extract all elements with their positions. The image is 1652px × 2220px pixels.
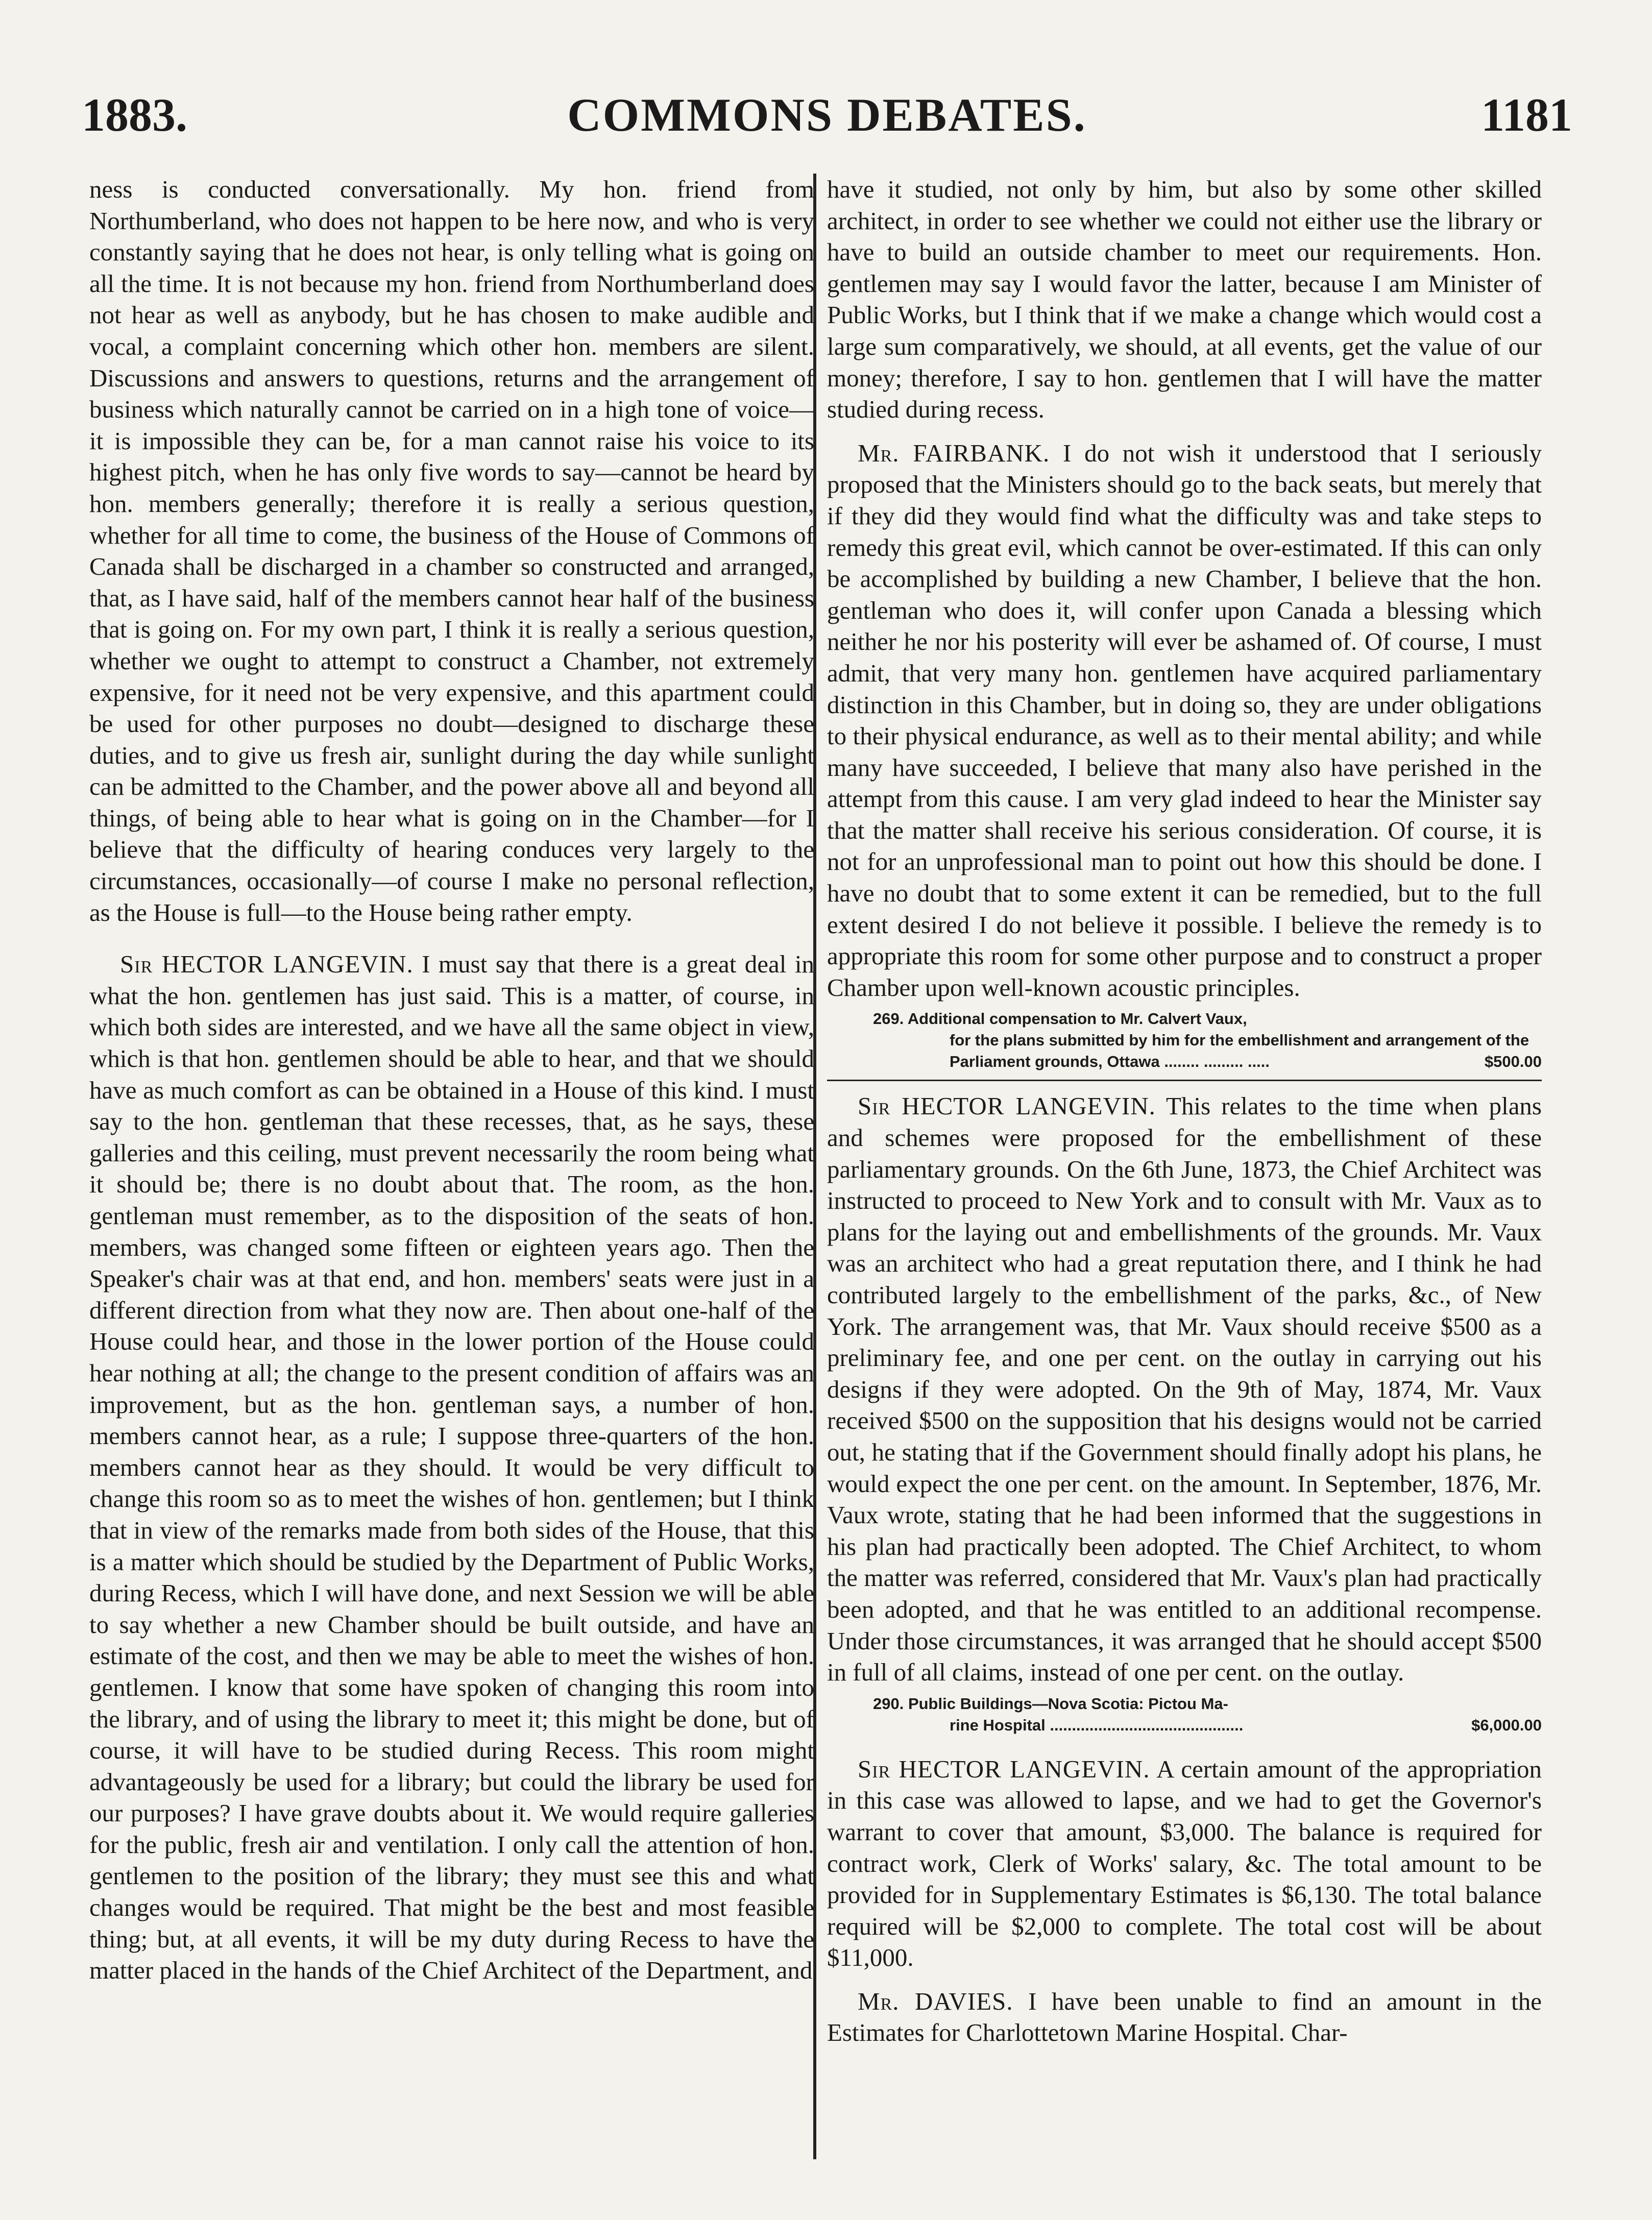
speaker-name: Sir HECTOR LANGEVIN. bbox=[858, 1754, 1150, 1783]
right-column bbox=[827, 174, 1542, 2048]
page-header bbox=[82, 77, 1572, 153]
speaker-name: Sir HECTOR LANGEVIN. bbox=[120, 950, 414, 979]
speaker-name: Sir HECTOR LANGEVIN. bbox=[858, 1092, 1156, 1120]
item-amount: $6,000.00 bbox=[1471, 1716, 1542, 1734]
speech-langevin bbox=[827, 1090, 1542, 1688]
estimate-item-269 bbox=[873, 1008, 1542, 1072]
item-heading: 290. Public Buildings—Nova Scotia: Pictou Ma- bbox=[873, 1694, 1228, 1713]
header-year: 1883. bbox=[82, 89, 187, 141]
left-column bbox=[89, 174, 814, 1986]
speaker-name: Mr. FAIRBANK. bbox=[858, 438, 1050, 467]
header-title: COMMONS DEBATES. bbox=[567, 89, 1087, 141]
speech-text: I must say that there is a great deal in what the hon. gentlemen has just said. This is a matter, of course, in which both sides are interested, and we have all the same object in view, which is that hon. gentlemen should be able to hear, and that we should have as much comfort as can be obtained in a House of this kind. I must say to the hon. gentleman that these recesses, that, as he says, these galleries and this ceiling, must prevent necessarily the room being what it should be; there is no doubt about that. The room, as the hon. gentleman must remember, as to the disposition of the seats of hon. members, was changed some fifteen or eighteen years ago. Then the Speaker's chair was at that end, and hon. members' seats were just in a different direction from what they now are. Then about one-half of the House could hear, and those in the lower portion of the House could hear nothing at all; the change to the present condition of affairs was an improvement, but as the hon. gentleman says, a number of hon. members cannot hear, as a rule; I suppose three-quarters of the hon. members cannot hear as they should. It would be very difficult to change this room so as to meet the wishes of hon. gentlemen; but I think that in view of the remarks made from both sides of the House, that this is a matter which should be studied by the Department of Public Works, during Recess, which I will have done, and next Session we will be able to say whether a new Chamber should be built outside, and have an estimate of the cost, and then we may be able to meet the wishes of hon. gentlemen. I know that some have spoken of changing this room into the library, and of using the library to meet it; this might be done, but of course, it will have to be studied during Recess. This room might advantageously be used for a library; but could the library be used for our purposes? I have grave doubts about it. We would require galleries for the public, fresh air and ventilation. I only call the attention of hon. gentlemen to the position of the library; they must see this and what changes would be required. That might be the best and most feasible thing; but, at all events, it will be my duty during Recess to have the matter placed in the hands of the Chief Architect of the Department, and bbox=[89, 950, 815, 1985]
paragraph: ness is conducted conversationally. My hon. friend from Northumberland, who does not happen to be here now, and who is very constantly saying that he does not hear, is only telling what is going on all the time. It is not because my hon. friend from Northumberland does not hear as well as anybody, but he has chosen to make audible and vocal, a complaint concerning which other hon. members are silent. Discussions and answers to questions, returns and the arrangement of business which naturally cannot be carried on in a high tone of voice—it is impossible they can be, for a man cannot raise his voice to its highest pitch, when he has only five words to say—cannot be heard by hon. members generally; therefore it is really a serious question, whether for all time to come, the business of the House of Commons of Canada shall be discharged in a chamber so constructed and arranged, that, as I have said, half of the members cannot hear half of the business that is going on. For my own part, I think it is really a serious question, whether we ought to attempt to construct a Chamber, not extremely expensive, for it need not be very expensive, and this apartment could be used for other purposes no doubt—designed to discharge these duties, and to give us fresh air, sunlight during the day while sunlight can be admitted to the Chamber, and the power above all and beyond all things, of being able to hear what is going on in the Chamber—for I believe that the difficulty of hearing conduces very largely to the circumstances, occasionally—of course I make no personal reflection, as the House is full—to the House being rather empty. bbox=[89, 175, 814, 926]
estimate-item-290 bbox=[873, 1693, 1542, 1736]
speech-text: I do not wish it understood that I seriously proposed that the Ministers should go to the back seats, but merely that if they did they would find what the difficulty was and take steps to remedy this great evil, which cannot be over-estimated. If this can only be accomplished by building a new Chamber, I believe that the hon. gentleman who does it, will confer upon Canada a blessing which neither he nor his posterity will ever be ashamed of. Of course, I must admit, that very many hon. gentlemen have acquired parliamentary distinction in this Chamber, but in doing so, they are under obligations to their physical endurance, as well as to their mental ability; and while many have succeeded, I believe that many also have perished in the attempt from this cause. I am very glad indeed to hear the Minister say that the matter shall receive his serious consideration. Of course, it is not for an unprofessional man to point out how this should be done. I have no doubt that to some extent it can be remedied, but to the full extent desired I do not believe it possible. I believe the remedy is to appropriate this room for some other purpose and to construct a proper Chamber upon well-known acoustic principles. bbox=[827, 438, 1542, 1002]
paragraph: have it studied, not only by him, but also by some other skilled architect, in order to see whether we could not either use the library or have to build an outside chamber to meet our requirements. Hon. gentlemen may say I would favor the latter, because I am Minister of Public Works, but I think that if we make a change which would cost a large sum comparatively, we should, at all events, get the value of our money; therefore, I say to hon. gentlemen that I will have the matter studied during recess. bbox=[827, 175, 1542, 424]
speech-langevin bbox=[89, 948, 814, 1986]
item-heading: 269. Additional compensation to Mr. Calvert Vaux, bbox=[873, 1010, 1247, 1028]
header-page-number: 1181 bbox=[1481, 89, 1572, 141]
item-amount: $500.00 bbox=[1484, 1053, 1542, 1071]
item-description: for the plans submitted by him for the embellishment and arrangement of the Parliament grounds, Ottawa ........ ......... ..... $500.00 bbox=[873, 1030, 1542, 1072]
speech-text: A certain amount of the appropriation in this case was allowed to lapse, and we had to get the Governor's warrant to cover that amount, $3,000. The balance is required for contract work, Clerk of Works' salary, &c. The total amount to be provided for in Supplementary Estimates is $6,130. The total balance required will be $2,000 to complete. The total cost will be about $11,000. bbox=[827, 1754, 1542, 1972]
speech-fairbank bbox=[827, 437, 1542, 1004]
item-rule bbox=[827, 1080, 1542, 1081]
speech-text: This relates to the time when plans and schemes were proposed for the embellishment of these parliamentary grounds. On the 6th June, 1873, the Chief Architect was instructed to proceed to New York and to consult with Mr. Vaux as to plans for the laying out and embellishments of the grounds. Mr. Vaux was an architect who had a great reputation there, and I think he had contributed largely to the embellishment of the parks, &c., of New York. The arrangement was, that Mr. Vaux should receive $500 as a preliminary fee, and one per cent. on the outlay in carrying out his designs if they were adopted. On the 9th of May, 1874, Mr. Vaux received $500 on the supposition that his designs would not be carried out, he stating that if the Government should finally adopt his plans, he would expect the one per cent. on the amount. In September, 1876, Mr. Vaux wrote, stating that he had been informed that the suggestions in his plan had practically been adopted. The Chief Architect, to whom the matter was referred, considered that Mr. Vaux's plan had practically been adopted, and that he was entitled to an additional recompense. Under those circumstances, it was arranged that he should accept $500 in full of all claims, instead of one per cent. on the outlay. bbox=[827, 1092, 1542, 1687]
speech-langevin bbox=[827, 1753, 1542, 1973]
speech-davies bbox=[827, 1986, 1542, 2048]
speaker-name: Mr. DAVIES. bbox=[858, 1987, 1013, 2015]
speech-text: I have been unable to find an amount in the Estimates for Charlottetown Marine Hospital. Char- bbox=[827, 1987, 1542, 2047]
item-description: rine Hospital ............................................ $6,000.00 bbox=[873, 1715, 1542, 1736]
